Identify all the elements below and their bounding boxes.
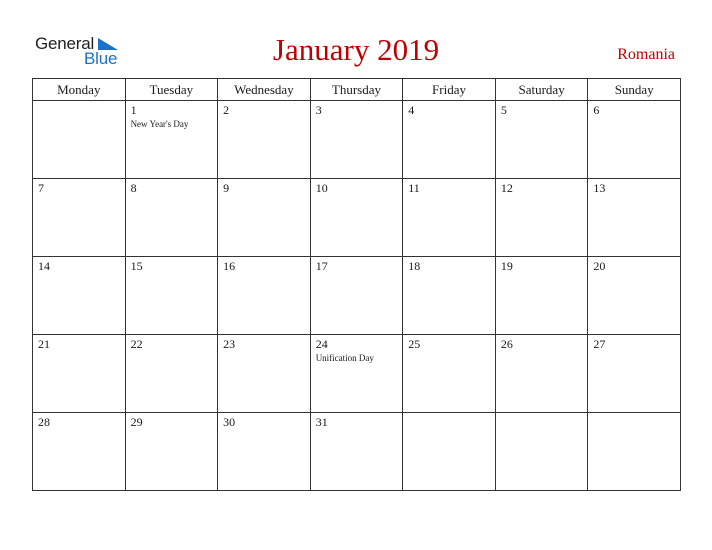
- day-cell: [310, 335, 403, 413]
- day-number: 8: [130, 181, 137, 195]
- weekday-header: Monday: [33, 79, 126, 101]
- day-number: 30: [223, 415, 236, 429]
- day-number: 31: [315, 415, 328, 429]
- day-cell: [125, 257, 218, 335]
- day-cell: [495, 257, 588, 335]
- day-cell: [588, 179, 681, 257]
- day-cell: [495, 413, 588, 491]
- day-cell: [310, 413, 403, 491]
- day-number: 5: [500, 103, 507, 117]
- day-number: 9: [223, 181, 230, 195]
- day-cell: [403, 179, 496, 257]
- day-number: 14: [38, 259, 50, 273]
- day-cell: [218, 101, 311, 179]
- day-cell: [125, 179, 218, 257]
- week-row: [33, 257, 681, 335]
- logo-word-blue: Blue: [84, 49, 118, 68]
- day-cell: [33, 335, 126, 413]
- weekday-header: Friday: [403, 79, 496, 101]
- day-cell: [495, 335, 588, 413]
- day-number: 12: [500, 181, 513, 195]
- day-cell: [310, 101, 403, 179]
- weekday-header: Tuesday: [125, 79, 218, 101]
- week-row: [33, 335, 681, 413]
- day-cell: [218, 413, 311, 491]
- day-cell: [125, 101, 218, 179]
- day-cell: [495, 101, 588, 179]
- weekday-header-row: [33, 79, 681, 101]
- day-number: [33, 101, 125, 103]
- day-number: 27: [593, 337, 606, 351]
- day-number: 6: [593, 103, 600, 117]
- logo-word-general: General: [35, 34, 95, 53]
- day-number: 22: [130, 337, 143, 351]
- day-cell: [33, 257, 126, 335]
- calendar-grid: [32, 78, 681, 491]
- holiday-label: Unification Day: [315, 353, 374, 363]
- day-cell: [33, 179, 126, 257]
- weekday-header: Thursday: [310, 79, 403, 101]
- day-number: 13: [593, 181, 606, 195]
- holiday-label: New Year's Day: [130, 119, 189, 129]
- day-cell: [218, 257, 311, 335]
- day-number: 4: [408, 103, 415, 117]
- day-cell: [403, 335, 496, 413]
- day-number: 3: [315, 103, 322, 117]
- day-cell: [403, 257, 496, 335]
- country-label: Romania: [617, 46, 675, 63]
- weekday-header: Saturday: [495, 79, 588, 101]
- day-number: [588, 413, 680, 415]
- day-cell: [310, 179, 403, 257]
- day-number: 23: [223, 337, 236, 351]
- day-cell: [310, 257, 403, 335]
- week-row: [33, 413, 681, 491]
- day-cell: [403, 101, 496, 179]
- day-cell: [495, 179, 588, 257]
- day-cell: [125, 335, 218, 413]
- day-cell: [33, 101, 126, 179]
- week-row: [33, 101, 681, 179]
- day-cell: [33, 413, 126, 491]
- day-cell: [588, 335, 681, 413]
- day-cell: [403, 413, 496, 491]
- day-number: 25: [408, 337, 421, 351]
- weekday-header: Sunday: [588, 79, 681, 101]
- day-number: 24: [315, 337, 328, 351]
- day-number: 15: [130, 259, 143, 273]
- week-row: [33, 179, 681, 257]
- day-number: 26: [500, 337, 513, 351]
- calendar-title: January 2019: [272, 32, 440, 67]
- day-number: 18: [408, 259, 421, 273]
- day-number: 1: [130, 103, 137, 117]
- day-number: 10: [315, 181, 328, 195]
- day-cell: [218, 335, 311, 413]
- day-number: [403, 413, 495, 415]
- day-number: 19: [500, 259, 513, 273]
- day-number: 2: [223, 103, 230, 117]
- day-number: 11: [408, 181, 420, 195]
- day-number: 28: [38, 415, 50, 429]
- day-number: 29: [130, 415, 143, 429]
- day-cell: [588, 101, 681, 179]
- day-number: 17: [315, 259, 328, 273]
- day-number: 21: [38, 337, 50, 351]
- day-number: 16: [223, 259, 236, 273]
- day-number: 7: [38, 181, 44, 195]
- day-number: [496, 413, 588, 415]
- day-cell: [588, 413, 681, 491]
- weekday-header: Wednesday: [218, 79, 311, 101]
- day-number: 20: [593, 259, 606, 273]
- day-cell: [218, 179, 311, 257]
- day-cell: [125, 413, 218, 491]
- day-cell: [588, 257, 681, 335]
